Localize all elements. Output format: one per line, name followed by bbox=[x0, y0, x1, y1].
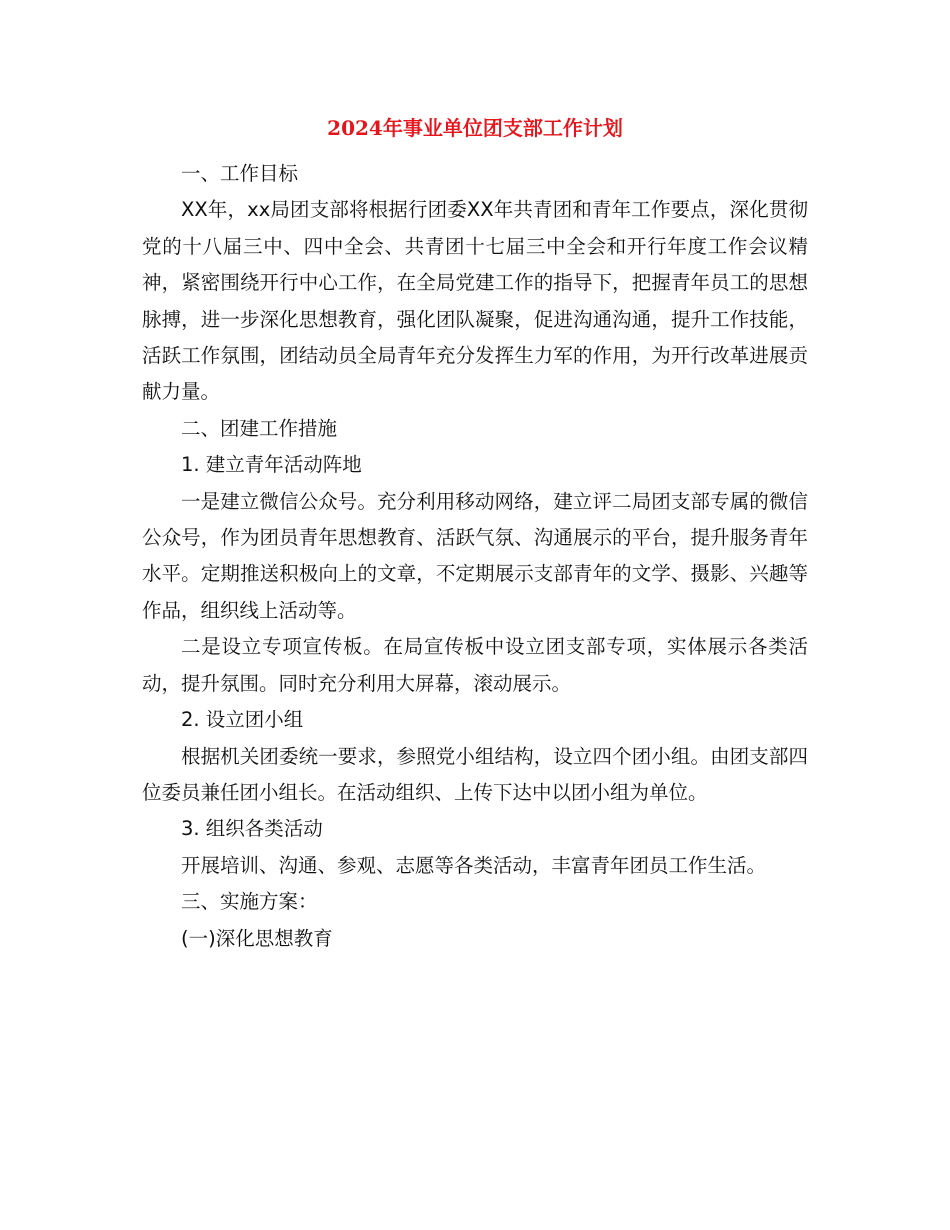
paragraph-activities: 开展培训、沟通、参观、志愿等各类活动，丰富青年团员工作生活。 bbox=[181, 853, 767, 877]
section-heading-goals: 一、工作目标 bbox=[181, 162, 299, 185]
section-heading-implementation: 三、实施方案： bbox=[181, 890, 318, 914]
subheading-activities: 3. 组织各类活动 bbox=[181, 817, 323, 841]
paragraph-league-groups: 根据机关团委统一要求，参照党小组结构，设立四个团小组。由团支部四位委员兼任团小组长。在活动组织、上传下达中以团小组为单位。 bbox=[142, 744, 808, 804]
paragraph-wechat-account: 一是建立微信公众号。充分利用移动网络，建立评二局团支部专属的微信公众号，作为团员青年思想教育、活跃气氛、沟通展示的平台，提升服务青年水平。定期推送积极向上的文章，不定期展示支部青年的文学、摄影、兴趣等作品，组织线上活动等。 bbox=[142, 489, 808, 622]
section-heading-measures: 二、团建工作措施 bbox=[181, 416, 338, 440]
document-body bbox=[142, 156, 808, 957]
subheading-ideological-education: (一)深化思想教育 bbox=[181, 926, 333, 950]
subheading-activity-base: 1. 建立青年活动阵地 bbox=[181, 453, 362, 477]
paragraph-goals: XX年，xx局团支部将根据行团委XX年共青团和青年工作要点，深化贯彻党的十八届三中、四中全会、共青团十七届三中全会和开行年度工作会议精神，紧密围绕开行中心工作，在全局党建工作的指导下，把握青年员工的思想脉搏，进一步深化思想教育，强化团队凝聚，促进沟通沟通，提升工作技能，活跃工作氛围，团结动员全局青年充分发挥生力军的作用，为开行改革进展贡献力量。 bbox=[142, 198, 808, 404]
document-title: 2024年事业单位团支部工作计划 bbox=[327, 116, 623, 140]
subheading-league-groups: 2. 设立团小组 bbox=[181, 708, 304, 732]
paragraph-publicity-board: 二是设立专项宣传板。在局宣传板中设立团支部专项，实体展示各类活动，提升氛围。同时充分利用大屏幕，滚动展示。 bbox=[142, 635, 808, 695]
